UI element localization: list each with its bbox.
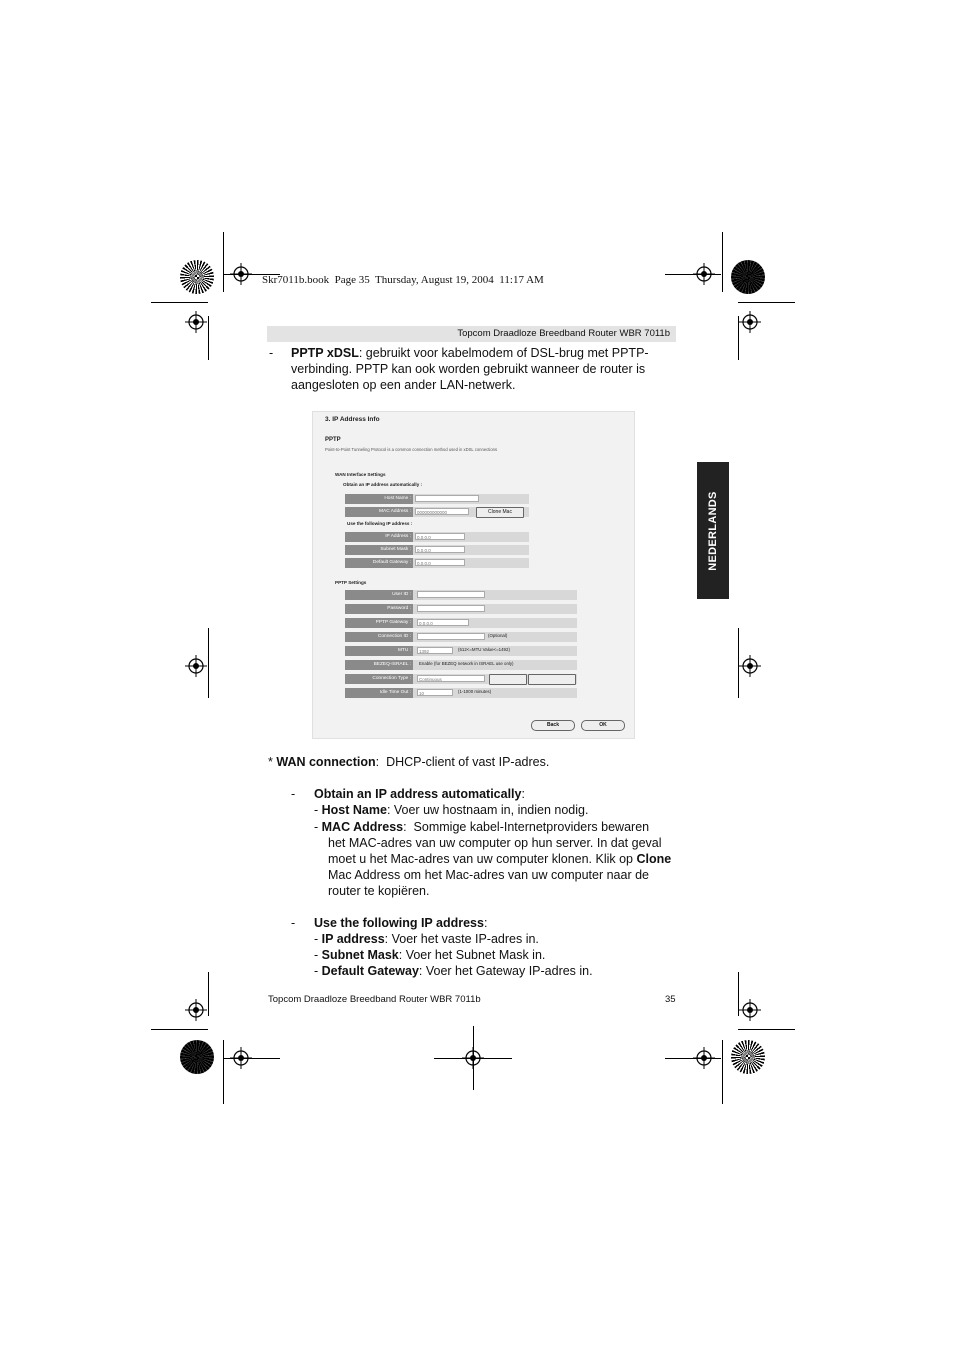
pptp-settings-title: PPTP Settings: [335, 580, 367, 585]
obtain-line: Obtain an IP address automatically:: [314, 787, 525, 801]
screenshot-section: PPTP: [325, 437, 341, 443]
optional-note: (Optional): [488, 633, 508, 638]
password-input[interactable]: [417, 605, 485, 612]
starburst-icon: [731, 1040, 765, 1074]
mtu-label: MTU :: [345, 646, 413, 656]
obtain-auto-radio[interactable]: Obtain an IP address automatically :: [343, 482, 423, 487]
page-header: [267, 326, 676, 342]
bezeq-label: BEZEQ-ISRAEL :: [345, 660, 413, 670]
pptp-gateway-input[interactable]: 0.0.0.0: [417, 619, 469, 626]
password-label: Password :: [345, 604, 413, 614]
intro-line-3: aangesloten op een ander LAN-netwerk.: [291, 378, 516, 392]
mac-address-line-3: moet u het Mac-adres van uw computer klonen. Klik op Clone: [328, 852, 672, 866]
page-number: 35: [665, 994, 676, 1005]
bezeq-checkbox[interactable]: Enable (for BEZEQ network in ISRAEL use only): [419, 661, 514, 666]
idle-time-label: Idle Time Out :: [345, 688, 413, 698]
mac-address-input[interactable]: 000000000000: [415, 508, 469, 515]
mac-address-line-4: Mac Address om het Mac-adres van uw computer naar de: [328, 868, 649, 882]
intro-rest: : gebruikt voor kabelmodem of DSL-brug met PPTP-: [358, 346, 649, 360]
mac-address-label: MAC Address :: [345, 507, 413, 517]
mtu-input[interactable]: 1392: [417, 647, 453, 654]
wan-connection-line: * WAN connection: DHCP-client of vast IP-adres.: [268, 755, 550, 769]
mac-address-line-2: het MAC-adres van uw computer op hun server. In dat geval: [328, 836, 662, 850]
intro-dash: -: [269, 346, 274, 360]
obtain-dash: -: [291, 787, 296, 801]
idle-time-input[interactable]: 10: [417, 689, 453, 696]
intro-term: PPTP xDSL: [291, 346, 359, 360]
user-id-input[interactable]: [417, 591, 485, 598]
user-id-label: User ID :: [345, 590, 413, 600]
registration-mark-icon: [739, 311, 761, 333]
mac-address-line-1: - MAC Address: Sommige kabel-Internetproviders bewaren: [314, 820, 650, 834]
ip-address-input[interactable]: 0.0.0.0: [415, 533, 465, 540]
wan-settings-title: WAN Interface Settings: [335, 472, 386, 477]
starburst-icon: [731, 260, 765, 294]
ok-button[interactable]: OK: [581, 720, 625, 731]
back-button[interactable]: Back: [531, 720, 575, 731]
connection-id-input[interactable]: [417, 633, 485, 640]
header-title: Topcom Draadloze Breedband Router WBR 7011b: [457, 328, 670, 339]
connection-type-label: Connection Type :: [345, 674, 413, 684]
registration-mark-icon: [739, 999, 761, 1021]
disconnect-button[interactable]: [528, 674, 576, 685]
subnet-mask-input[interactable]: 0.0.0.0: [415, 546, 465, 553]
connection-type-select[interactable]: Continuous: [417, 675, 485, 682]
ip-address-label: IP Address :: [345, 532, 413, 542]
idle-time-hint: (1-1000 minutes): [458, 689, 492, 694]
registration-mark-icon: [739, 655, 761, 677]
footer-title: Topcom Draadloze Breedband Router WBR 7011b: [268, 994, 481, 1005]
default-gateway-input[interactable]: 0.0.0.0: [415, 559, 465, 566]
router-screenshot: [312, 411, 635, 739]
mtu-hint: (512<=MTU Value<=1492): [458, 647, 510, 652]
host-name-input[interactable]: [415, 495, 479, 502]
default-gateway-line: - Default Gateway: Voer het Gateway IP-adres in.: [314, 964, 593, 978]
starburst-icon: [180, 1040, 214, 1074]
host-name-label: Host Name :: [345, 494, 413, 504]
intro-line-2: verbinding. PPTP kan ook worden gebruikt wanneer de router is: [291, 362, 646, 376]
language-tab-label: NEDERLANDS: [707, 490, 719, 571]
use-following-radio[interactable]: Use the following IP address :: [347, 521, 413, 526]
print-slug: Skr7011b.book Page 35 Thursday, August 19, 2004 11:17 AM: [262, 274, 544, 286]
subnet-mask-line: - Subnet Mask: Voer het Subnet Mask in.: [314, 948, 546, 962]
connection-id-label: Connection ID :: [345, 632, 413, 642]
use-dash: -: [291, 916, 296, 930]
registration-mark-icon: [185, 999, 207, 1021]
clone-mac-button[interactable]: Clone Mac: [476, 507, 524, 518]
host-name-line: - Host Name: Voer uw hostnaam in, indien nodig.: [314, 803, 589, 817]
wan-connection-term: WAN connection: [276, 755, 376, 769]
screenshot-description: Point-to-Point Tunneling Protocol is a common connection method used in xDSL connections: [325, 447, 498, 452]
mac-address-line-5: router te kopiëren.: [328, 884, 430, 898]
default-gateway-label: Default Gateway :: [345, 558, 413, 568]
connect-button[interactable]: [489, 674, 527, 685]
intro-line-1: [291, 345, 649, 361]
registration-mark-icon: [185, 311, 207, 333]
registration-mark-icon: [185, 655, 207, 677]
ip-address-line: - IP address: Voer het vaste IP-adres in.: [314, 932, 539, 946]
pptp-gateway-label: PPTP Gateway :: [345, 618, 413, 628]
starburst-icon: [180, 260, 214, 294]
use-line: Use the following IP address:: [314, 916, 488, 930]
screenshot-heading: 3. IP Address Info: [325, 416, 380, 423]
subnet-mask-label: Subnet Mask :: [345, 545, 413, 555]
language-tab: [697, 462, 729, 599]
